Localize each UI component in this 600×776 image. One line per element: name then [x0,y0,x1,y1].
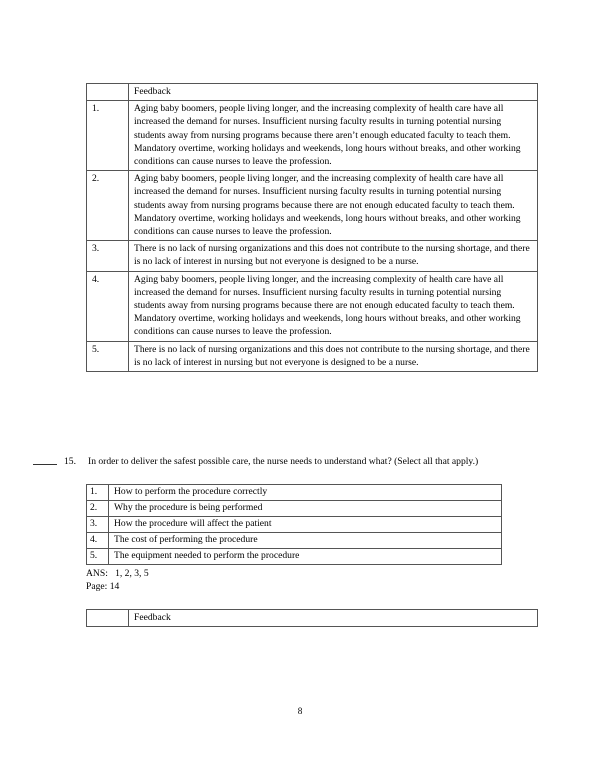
option-number: 2. [87,501,109,517]
feedback-header-label: Feedback [129,84,538,101]
feedback-row-text: There is no lack of nursing organizations and this does not contribute to the nursing shortage, and there is no lack of interest in nursing but not everyone is designed to be a nurse. [129,341,538,371]
table-row[interactable] [87,485,502,501]
answer-value: 1, 2, 3, 5 [115,568,149,579]
answer-key-block [86,567,149,593]
feedback-row-number: 3. [87,241,129,271]
table-row[interactable] [87,517,502,533]
option-text[interactable]: The equipment needed to perform the procedure [109,549,502,565]
option-number: 3. [87,517,109,533]
page-reference-row [86,580,149,593]
question-prompt: In order to deliver the safest possible care, the nurse needs to understand what? (Select all that apply.) [88,456,479,467]
table-row [87,271,538,341]
table-row [87,610,538,627]
feedback-row-text: There is no lack of nursing organizations and this does not contribute to the nursing shortage, and there is no lack of interest in nursing but not everyone is designed to be a nurse. [129,241,538,271]
page-value: 14 [109,581,120,593]
table-row [87,101,538,171]
table-row [87,241,538,271]
feedback-header-number-cell [87,84,129,101]
page-label: Page: [86,581,108,593]
table-row [87,84,538,101]
feedback-row-text: Aging baby boomers, people living longer, and the increasing complexity of health care have all increased the demand for nurses. Insufficient nursing faculty results in turning potential nursing students away from nursing programs because there aren’t enough educated faculty to teach them. Mandatory overtime, working holidays and weekends, long hours without breaks, and other working conditions can cause nurses to leave the profession. [129,101,538,171]
table-row [87,341,538,371]
option-text[interactable]: How the procedure will affect the patient [109,517,502,533]
feedback-row-text: Aging baby boomers, people living longer, and the increasing complexity of health care have all increased the demand for nurses. Insufficient nursing faculty results in turning potential nursing students away from nursing programs because there are not enough educated faculty to teach them. Mandatory overtime, working holidays and weekends, long hours without breaks, and other working conditions can cause nurses to leave the profession. [129,171,538,241]
table-row [87,171,538,241]
question-options-table [86,484,502,565]
feedback-row-text: Aging baby boomers, people living longer, and the increasing complexity of health care have all increased the demand for nurses. Insufficient nursing faculty results in turning potential nursing students away from nursing programs because there are not enough educated faculty to teach them. Mandatory overtime, working holidays and weekends, long hours without breaks, and other working conditions can cause nurses to leave the profession. [129,271,538,341]
option-number: 5. [87,549,109,565]
option-text[interactable]: The cost of performing the procedure [109,533,502,549]
answer-blank-line[interactable] [33,464,57,465]
feedback-bottom-number-cell [87,610,129,627]
feedback-row-number: 1. [87,101,129,171]
answer-label: ANS: [86,568,108,579]
option-number: 1. [87,485,109,501]
table-row[interactable] [87,501,502,517]
option-text[interactable]: Why the procedure is being performed [109,501,502,517]
option-text[interactable]: How to perform the procedure correctly [109,485,502,501]
feedback-row-number: 2. [87,171,129,241]
table-row[interactable] [87,549,502,565]
feedback-table-top [86,83,538,372]
feedback-bottom-label: Feedback [129,610,538,627]
feedback-table-bottom [86,609,538,627]
feedback-row-number: 5. [87,341,129,371]
option-number: 4. [87,533,109,549]
feedback-row-number: 4. [87,271,129,341]
footer-page-number: 8 [297,706,303,716]
table-row[interactable] [87,533,502,549]
answer-row [86,567,149,580]
question-number: 15. [64,456,76,467]
